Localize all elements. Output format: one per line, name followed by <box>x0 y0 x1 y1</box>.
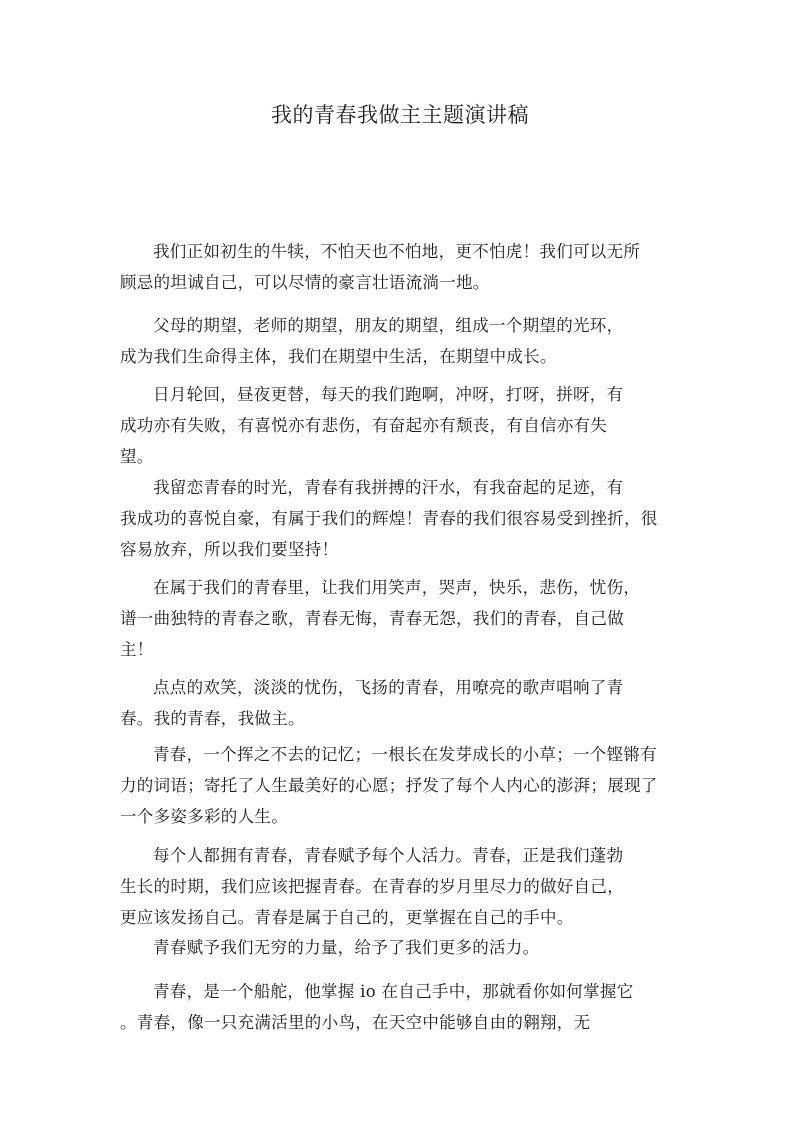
paragraph-line: 青春赋予我们无穷的力量，给予了我们更多的活力。 <box>153 938 540 957</box>
paragraph-5 <box>120 572 685 665</box>
paragraph-line: 在属于我们的青春里，让我们用笑声，哭声，快乐，悲伤，忧伤， <box>153 578 641 597</box>
paragraph-9 <box>120 932 685 963</box>
paragraph-line: 日月轮回，昼夜更替，每天的我们跑啊，冲呀，打呀，拼呀，有 <box>153 385 624 404</box>
paragraph-1 <box>120 236 685 298</box>
paragraph-2 <box>120 310 685 372</box>
paragraph-line: 成功亦有失败，有喜悦亦有悲伤，有奋起亦有颓丧，有自信亦有失 <box>120 416 608 435</box>
paragraph-line: 主！ <box>120 640 154 659</box>
paragraph-line: 我留恋青春的时光，青春有我拼搏的汗水，有我奋起的足迹，有 <box>153 478 624 497</box>
paragraph-line: 谱一曲独特的青春之歌，青春无悔，青春无怨，我们的青春，自己做 <box>120 609 624 628</box>
paragraph-line: 更应该发扬自己。青春是属于自己的，更掌握在自己的手中。 <box>120 908 574 927</box>
paragraph-8 <box>120 840 685 933</box>
paragraph-6 <box>120 672 685 734</box>
paragraph-line: 容易放弃，所以我们要坚持！ <box>120 540 339 559</box>
paragraph-line: 父母的期望，老师的期望，朋友的期望，组成一个期望的光环， <box>153 316 624 335</box>
paragraph-line: 我们正如初生的牛犊，不怕天也不怕地，更不怕虎！我们可以无所 <box>153 242 641 261</box>
paragraph-3 <box>120 379 685 472</box>
paragraph-line: 点点的欢笑，淡淡的忧伤，飞扬的青春，用嘹亮的歌声唱响了青 <box>153 678 624 697</box>
paragraph-line: 生长的时期，我们应该把握青春。在青春的岁月里尽力的做好自己， <box>120 877 624 896</box>
paragraph-line: 。青春，像一只充满活里的小鸟，在天空中能够自由的翱翔，无 <box>120 1013 591 1032</box>
paragraph-line: 春。我的青春，我做主。 <box>120 709 305 728</box>
paragraph-7 <box>120 739 685 832</box>
paragraph-line: 青春，一个挥之不去的记忆；一根长在发芽成长的小草；一个铿锵有 <box>153 745 657 764</box>
paragraph-4 <box>120 472 685 565</box>
paragraph-line: 顾忌的坦诚自己，可以尽情的豪言壮语流淌一地。 <box>120 273 490 292</box>
paragraph-line: 我成功的喜悦自豪，有属于我们的辉煌！青春的我们很容易受到挫折，很 <box>120 509 658 528</box>
document-title: 我的青春我做主主题演讲稿 <box>271 103 529 127</box>
paragraph-line: 青春，是一个船舵，他掌握 io 在自己手中，那就看你如何掌握它 <box>153 982 634 1001</box>
paragraph-line: 一个多姿多彩的人生。 <box>120 807 288 826</box>
paragraph-line: 成为我们生命得主体，我们在期望中生活，在期望中成长。 <box>120 347 557 366</box>
paragraph-line: 每个人都拥有青春，青春赋予每个人活力。青春，正是我们蓬勃 <box>153 846 624 865</box>
paragraph-10 <box>120 976 685 1038</box>
paragraph-line: 望。 <box>120 447 154 466</box>
paragraph-line: 力的词语；寄托了人生最美好的心愿；抒发了每个人内心的澎湃；展现了 <box>120 776 658 795</box>
